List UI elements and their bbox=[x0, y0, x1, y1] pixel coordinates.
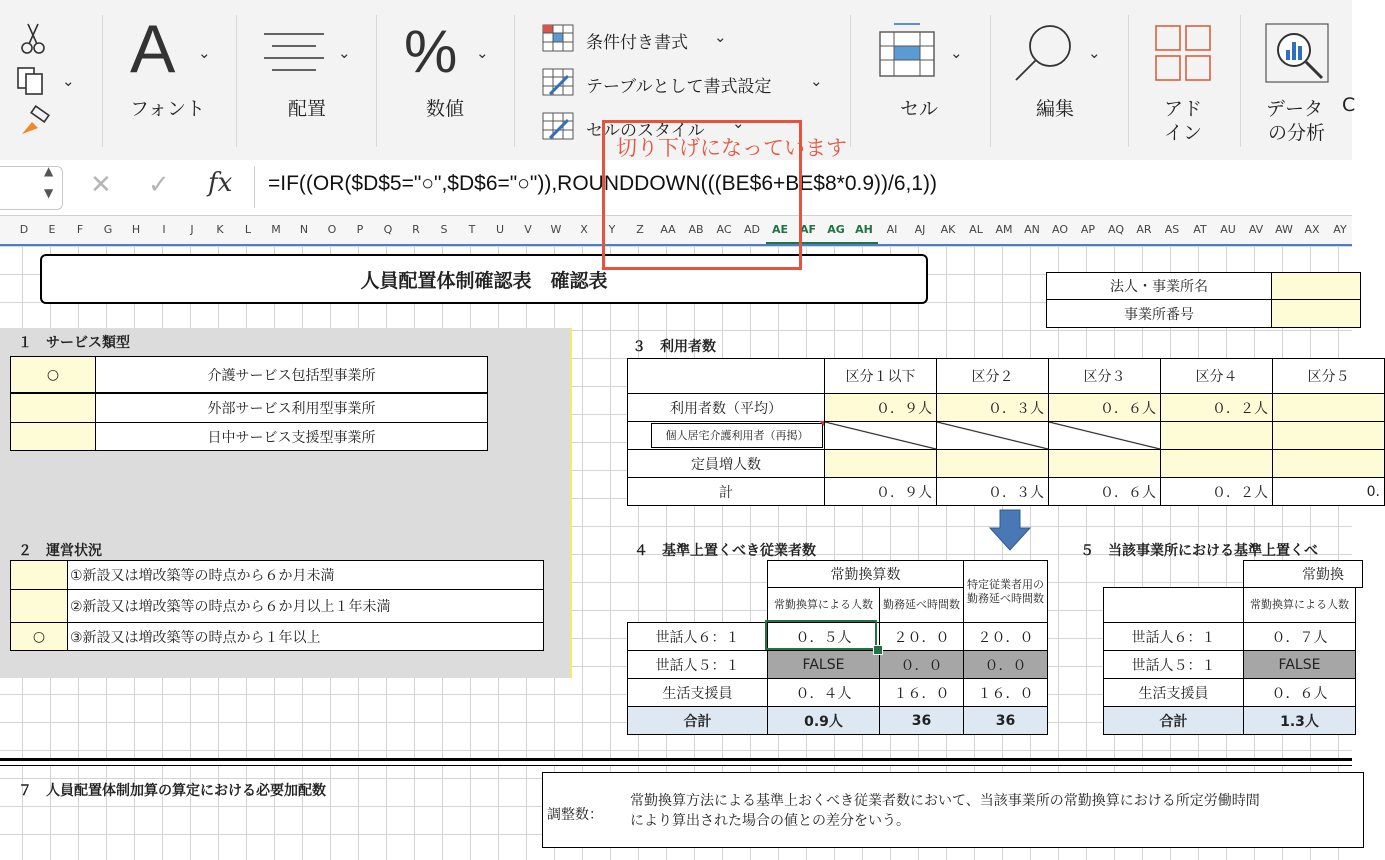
column-header-af[interactable]: AF bbox=[794, 216, 822, 244]
est-row-label: 生活支援員 bbox=[1103, 678, 1244, 707]
column-header-ao[interactable]: AO bbox=[1052, 223, 1068, 236]
office-no-value[interactable] bbox=[1271, 299, 1361, 328]
staff-row-hours[interactable]: １６．０ bbox=[879, 678, 964, 707]
est-row-label: 合計 bbox=[1103, 706, 1244, 735]
column-header-ab[interactable]: AB bbox=[688, 223, 704, 236]
staff-row-hours[interactable]: ２０．０ bbox=[879, 622, 964, 651]
conditional-format-icon[interactable] bbox=[542, 24, 574, 52]
staff-row-specific-hours[interactable]: ２０．０ bbox=[963, 622, 1048, 651]
est-row-persons[interactable]: ０．６人 bbox=[1243, 678, 1356, 707]
section7-title: ７ 人員配置体制加算の算定における必要加配数 bbox=[18, 783, 326, 799]
analyze-label-2[interactable]: の分析 bbox=[1268, 122, 1326, 144]
adjust-text-1: 常勤換算方法による基準上おくべき従業者数において、当該事業所の常勤換算における所定労働時間 bbox=[630, 793, 1260, 809]
column-header-av[interactable]: AV bbox=[1248, 223, 1264, 236]
usage-header: 区分１以下 bbox=[824, 358, 937, 394]
column-header-p[interactable]: P bbox=[356, 223, 364, 236]
column-header-ae[interactable]: AE bbox=[766, 216, 794, 244]
down-arrow-icon bbox=[988, 508, 1032, 552]
operation-status-mark[interactable] bbox=[10, 589, 68, 623]
staff-head-main: 常勤換算数 bbox=[767, 560, 964, 588]
fill-handle[interactable] bbox=[873, 645, 883, 655]
addins-icon[interactable] bbox=[1154, 24, 1212, 82]
column-header-w[interactable]: W bbox=[550, 223, 562, 236]
cells-label[interactable]: セル bbox=[900, 98, 939, 120]
ribbon-overflow-item[interactable]: C bbox=[1342, 94, 1356, 116]
usage-increase-value[interactable] bbox=[1048, 449, 1161, 478]
service-type-mark[interactable] bbox=[10, 393, 96, 423]
section-divider bbox=[0, 758, 1352, 766]
edit-label[interactable]: 編集 bbox=[1036, 98, 1075, 120]
usage-total-value: ０．６人 bbox=[1048, 477, 1161, 506]
font-icon[interactable]: A bbox=[130, 11, 176, 87]
column-header-am[interactable]: AM bbox=[995, 223, 1013, 236]
number-label[interactable]: 数値 bbox=[426, 98, 465, 120]
search-icon[interactable] bbox=[1012, 22, 1076, 84]
conditional-format-button[interactable]: 条件付き書式 bbox=[586, 33, 688, 53]
usage-increase-label: 定員増人数 bbox=[627, 449, 825, 478]
column-header-h[interactable]: H bbox=[131, 223, 141, 236]
chevron-down-icon[interactable]: ⌄ bbox=[198, 44, 211, 62]
adjust-text-2: により算出された場合の値との差分をいう。 bbox=[630, 813, 910, 829]
staff-row-persons[interactable]: 0.9人 bbox=[767, 706, 880, 735]
table-format-button[interactable]: テーブルとして書式設定 bbox=[586, 77, 772, 97]
usage-increase-value[interactable] bbox=[1160, 449, 1273, 478]
name-box[interactable] bbox=[0, 166, 63, 210]
name-box-down-icon[interactable]: ▼ bbox=[44, 186, 54, 200]
office-no-label: 事業所番号 bbox=[1046, 299, 1272, 328]
column-header-s[interactable]: S bbox=[440, 223, 448, 236]
usage-increase-value[interactable] bbox=[824, 449, 937, 478]
service-type-mark[interactable] bbox=[10, 422, 96, 451]
column-header-e[interactable]: E bbox=[48, 223, 56, 236]
format-painter-icon[interactable] bbox=[18, 108, 52, 138]
sheet-title: 人員配置体制確認表 確認表 bbox=[40, 254, 928, 304]
operation-status-mark[interactable] bbox=[10, 560, 68, 590]
column-header-ar[interactable]: AR bbox=[1136, 223, 1152, 236]
active-cell-selection[interactable] bbox=[765, 620, 877, 650]
staff-row-hours[interactable]: 36 bbox=[879, 706, 964, 735]
chevron-down-icon[interactable]: ⌄ bbox=[476, 44, 489, 62]
chevron-down-icon[interactable]: ⌄ bbox=[810, 72, 823, 90]
column-header-aq[interactable]: AQ bbox=[1108, 223, 1124, 236]
staff-row-label: 世話人５：１ bbox=[627, 650, 768, 679]
staff-row-label: 生活支援員 bbox=[627, 678, 768, 707]
column-header-ay[interactable]: AY bbox=[1333, 223, 1347, 236]
column-header-al[interactable]: AL bbox=[969, 223, 983, 236]
adjust-label: 調整数： bbox=[547, 807, 603, 823]
usage-total-value: 0. bbox=[1272, 477, 1385, 506]
staff-row-hours[interactable]: ０．０ bbox=[879, 650, 964, 679]
enter-icon[interactable]: ✓ bbox=[148, 170, 170, 200]
usage-avg-value[interactable]: ０．９人 bbox=[824, 393, 937, 422]
operation-status-mark[interactable]: ○ bbox=[10, 622, 68, 651]
usage-avg-label: 利用者数（平均） bbox=[627, 393, 825, 422]
cell-style-button[interactable]: セルのスタイル bbox=[586, 121, 705, 141]
usage-total-value: ０．２人 bbox=[1160, 477, 1273, 506]
column-header-r[interactable]: R bbox=[412, 223, 420, 236]
font-label[interactable]: フォント bbox=[130, 98, 206, 120]
service-type-mark[interactable]: ○ bbox=[10, 356, 96, 393]
column-header-at[interactable]: AT bbox=[1193, 223, 1207, 236]
usage-total-value: ０．３人 bbox=[936, 477, 1049, 506]
section5-title: ５ 当該事業所における基準上置くべ bbox=[1080, 543, 1318, 559]
usage-increase-value[interactable] bbox=[1272, 449, 1385, 478]
est-row-persons[interactable]: 1.3人 bbox=[1243, 706, 1356, 735]
usage-avg-value[interactable]: ０．６人 bbox=[1048, 393, 1161, 422]
staff-head-corner bbox=[627, 587, 768, 623]
column-header-ac[interactable]: AC bbox=[716, 223, 732, 236]
usage-header: 区分４ bbox=[1160, 358, 1273, 394]
align-icon[interactable] bbox=[262, 30, 326, 78]
analyze-data-icon[interactable] bbox=[1264, 22, 1330, 84]
chevron-down-icon[interactable]: ⌄ bbox=[732, 114, 745, 132]
chevron-down-icon[interactable]: ⌄ bbox=[1088, 44, 1101, 62]
column-header-y[interactable]: Y bbox=[608, 223, 616, 236]
staff-head-sub2: 勤務延べ時間数 bbox=[879, 587, 964, 623]
table-format-icon[interactable] bbox=[542, 68, 574, 96]
column-header-d[interactable]: D bbox=[19, 223, 29, 236]
column-header-o[interactable]: O bbox=[327, 223, 337, 236]
column-header-n[interactable]: N bbox=[299, 223, 309, 236]
staff-row-label: 合計 bbox=[627, 706, 768, 735]
usage-header: 区分３ bbox=[1048, 358, 1161, 394]
formula-input[interactable]: =IF((OR($D$5="○",$D$6="○")),ROUNDDOWN(((BE$6+BE$8*0.9))/6,1)) bbox=[268, 172, 938, 195]
column-header-aw[interactable]: AW bbox=[1275, 223, 1293, 236]
column-header-u[interactable]: U bbox=[495, 223, 505, 236]
section4-title: ４ 基準上置くべき従業者数 bbox=[634, 543, 816, 559]
operation-status-label: ③新設又は増改築等の時点から１年以上 bbox=[67, 622, 544, 651]
usage-personal-label: 個人居宅介護利用者（再掲） bbox=[651, 423, 823, 448]
column-header-x[interactable]: X bbox=[580, 223, 588, 236]
column-header-z[interactable]: Z bbox=[636, 223, 644, 236]
operation-status-label: ②新設又は増改築等の時点から６か月以上１年未満 bbox=[67, 589, 544, 623]
column-header-v[interactable]: V bbox=[524, 223, 532, 236]
copy-icon[interactable] bbox=[16, 66, 52, 96]
column-header-ad[interactable]: AD bbox=[744, 223, 760, 236]
est-row-persons[interactable]: FALSE bbox=[1243, 650, 1356, 679]
chevron-down-icon[interactable]: ⌄ bbox=[338, 44, 351, 62]
column-header-k[interactable]: K bbox=[216, 223, 224, 236]
cancel-icon[interactable]: ✕ bbox=[90, 170, 112, 200]
align-label[interactable]: 配置 bbox=[288, 98, 327, 120]
staff-row-persons[interactable]: ０．５人 bbox=[767, 622, 880, 651]
staff-row-persons[interactable]: FALSE bbox=[767, 650, 880, 679]
cell-style-icon[interactable] bbox=[542, 112, 574, 140]
column-header-q[interactable]: Q bbox=[383, 223, 393, 236]
column-header-f[interactable]: F bbox=[76, 223, 84, 236]
chevron-down-icon[interactable]: ⌄ bbox=[714, 28, 727, 46]
annotation-text: 切り下げになっています bbox=[616, 136, 847, 160]
usage-personal-value bbox=[824, 421, 937, 450]
staff-row-specific-hours[interactable]: ０．０ bbox=[963, 650, 1048, 679]
column-header-g[interactable]: G bbox=[103, 223, 113, 236]
est-row-label: 世話人５：１ bbox=[1103, 650, 1244, 679]
name-box-up-icon[interactable]: ▲ bbox=[44, 164, 54, 178]
column-header-ah[interactable]: AH bbox=[850, 216, 878, 244]
corp-name-value[interactable] bbox=[1271, 272, 1361, 300]
column-header-m[interactable]: M bbox=[271, 223, 281, 236]
worksheet[interactable] bbox=[0, 246, 1380, 860]
column-header-aa[interactable]: AA bbox=[660, 223, 676, 236]
column-header-as[interactable]: AS bbox=[1164, 223, 1180, 236]
staff-row-label: 世話人６：１ bbox=[627, 622, 768, 651]
est-head-sub1: 常勤換算による人数 bbox=[1243, 587, 1356, 623]
addins-label-2[interactable]: イン bbox=[1164, 122, 1203, 144]
analyze-label-1[interactable]: データ bbox=[1266, 98, 1324, 120]
usage-avg-value[interactable] bbox=[1272, 393, 1385, 422]
column-header-aj[interactable]: AJ bbox=[914, 223, 926, 236]
usage-personal-value[interactable] bbox=[1272, 421, 1385, 450]
est-head-corner bbox=[1103, 587, 1244, 623]
section2-title: ２ 運営状況 bbox=[18, 543, 102, 559]
operation-status-label: ①新設又は増改築等の時点から６か月未満 bbox=[67, 560, 544, 590]
usage-personal-value bbox=[936, 421, 1049, 450]
usage-personal-value[interactable] bbox=[1160, 421, 1273, 450]
usage-header: 区分２ bbox=[936, 358, 1049, 394]
column-header-t[interactable]: T bbox=[468, 223, 476, 236]
chevron-down-icon[interactable]: ⌄ bbox=[950, 44, 963, 62]
usage-avg-value[interactable]: ０．２人 bbox=[1160, 393, 1273, 422]
usage-personal-value bbox=[1048, 421, 1161, 450]
column-header-ak[interactable]: AK bbox=[940, 223, 956, 236]
est-row-persons[interactable]: ０．７人 bbox=[1243, 622, 1356, 651]
service-type-label: 日中サービス支援型事業所 bbox=[95, 422, 488, 451]
est-head-main: 常勤換 bbox=[1243, 560, 1363, 588]
column-header-i[interactable]: I bbox=[162, 223, 166, 236]
staff-row-persons[interactable]: ０．４人 bbox=[767, 678, 880, 707]
staff-row-specific-hours[interactable]: １６．０ bbox=[963, 678, 1048, 707]
function-icon[interactable]: fx bbox=[208, 168, 233, 198]
service-type-label: 介護サービス包括型事業所 bbox=[95, 356, 488, 393]
section3-title: ３ 利用者数 bbox=[632, 339, 716, 355]
staff-row-specific-hours[interactable]: 36 bbox=[963, 706, 1048, 735]
column-header-j[interactable]: J bbox=[190, 223, 194, 236]
section1-title: １ サービス類型 bbox=[18, 335, 130, 351]
cells-icon[interactable] bbox=[878, 22, 936, 78]
staff-head-specific: 特定従業者用の勤務延べ時間数 bbox=[963, 560, 1048, 623]
usage-total-label: 計 bbox=[627, 477, 825, 506]
chevron-down-icon[interactable]: ⌄ bbox=[62, 72, 75, 90]
usage-increase-value[interactable] bbox=[936, 449, 1049, 478]
usage-avg-value[interactable]: ０．３人 bbox=[936, 393, 1049, 422]
column-header-ap[interactable]: AP bbox=[1080, 223, 1096, 236]
column-header-ag[interactable]: AG bbox=[822, 216, 850, 244]
column-header-ax[interactable]: AX bbox=[1304, 223, 1320, 236]
usage-total-value: ０．９人 bbox=[824, 477, 937, 506]
column-header-l[interactable]: L bbox=[244, 223, 252, 236]
addins-label-1[interactable]: アド bbox=[1164, 98, 1203, 120]
corp-name-label: 法人・事業所名 bbox=[1046, 272, 1272, 300]
column-header-an[interactable]: AN bbox=[1024, 223, 1040, 236]
column-header-au[interactable]: AU bbox=[1220, 223, 1236, 236]
service-type-label: 外部サービス利用型事業所 bbox=[95, 393, 488, 423]
percent-icon[interactable]: % bbox=[404, 18, 458, 85]
column-header-ai[interactable]: AI bbox=[886, 223, 898, 236]
usage-header: 区分５ bbox=[1272, 358, 1385, 394]
usage-table-corner bbox=[627, 358, 825, 394]
scissors-icon[interactable] bbox=[20, 22, 46, 56]
est-row-label: 世話人６：１ bbox=[1103, 622, 1244, 651]
staff-head-sub1: 常勤換算による人数 bbox=[767, 587, 880, 623]
